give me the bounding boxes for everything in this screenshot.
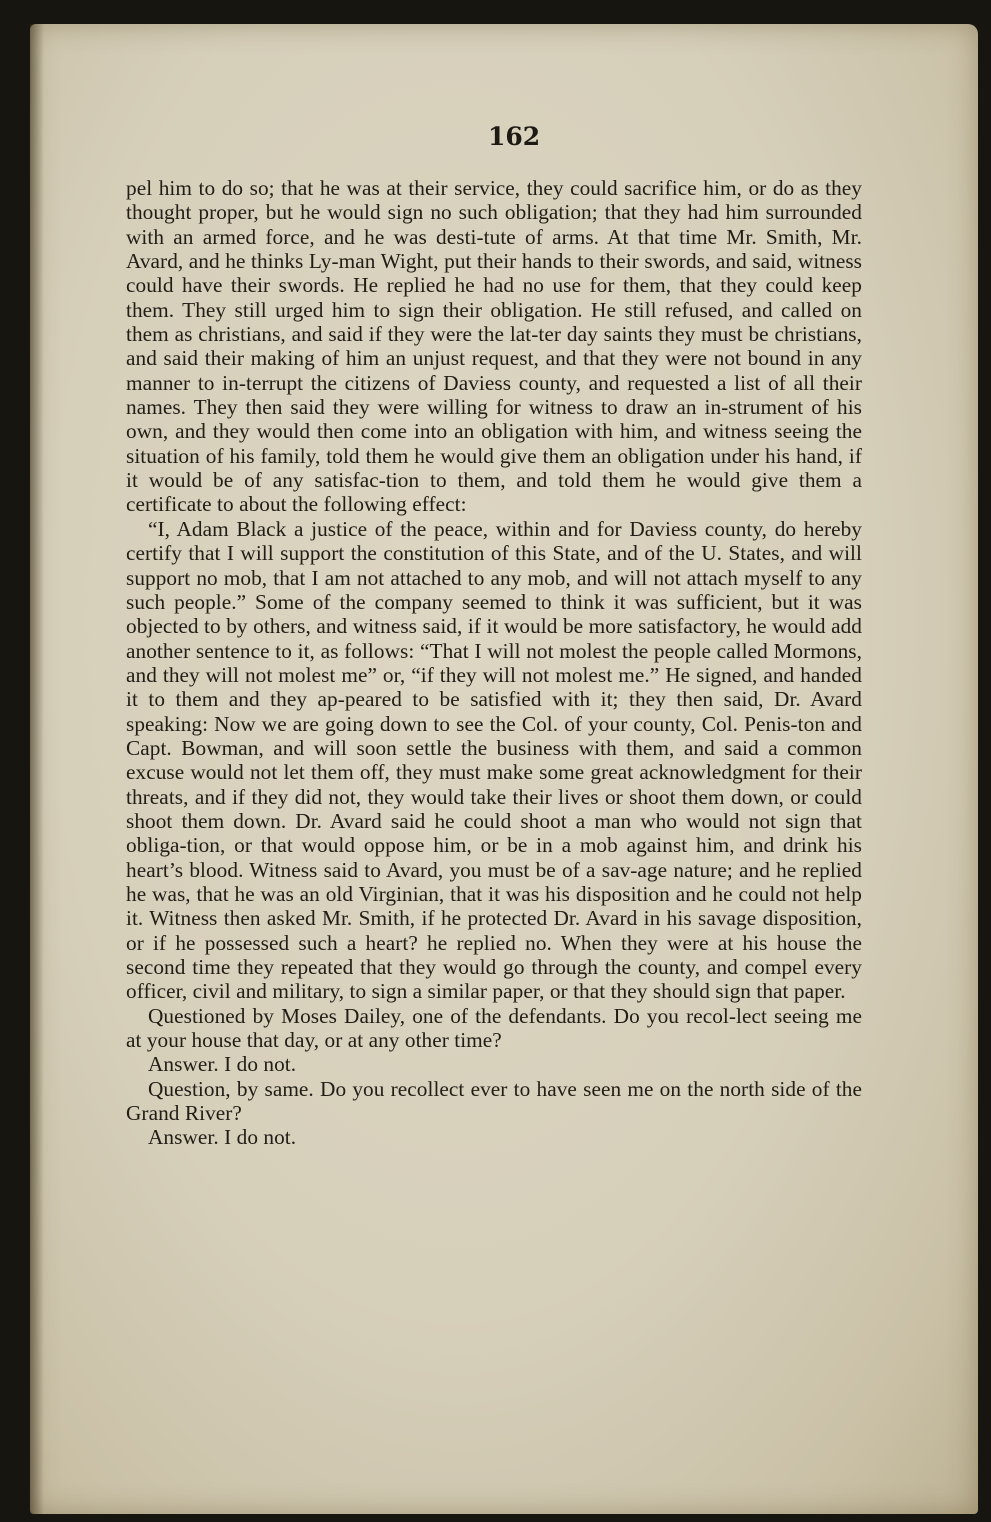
paragraph-answer-1: Answer. I do not.: [148, 1052, 297, 1077]
paragraph-question-2: Question, by same. Do you recollect ever to have seen me on the north side of the Grand River?: [126, 1076, 862, 1126]
paragraph-testimony-continued: pel him to do so; that he was at their service, they could sacrifice him, or do as they thought proper, but he would sign no such obligation; that they had him surrounded with an armed force, and he was desti-tute of arms. At that time Mr. Smith, Mr. Avard, and he thinks Ly-man Wight, put their hands to their swords, and said, witness could have their swords. He replied he had no use for them, that they could keep them. They still urged him to sign their obligation. He still refused, and called on them as christians, and said if they were the lat-ter day saints they must be christians, and said their making of him an unjust request, and that they were not bound in any manner to in-terrupt the citizens of Daviess county, and requested a list of all their names. They then said they were willing for witness to draw an in-strument of his own, and they would then come into an obligation with him, and witness seeing the situation of his family, told them he would give them an obligation under his hand, if it would be of any satisfac-tion to them, and told them he would give them a certificate to about the following effect:: [126, 176, 862, 517]
paragraph-answer-2: Answer. I do not.: [148, 1125, 297, 1150]
binding-gutter: [30, 24, 44, 1514]
paragraph-certificate: “I, Adam Black a justice of the peace, within and for Daviess county, do hereby certify that I will support the constitution of this State, and of the U. States, and will support no mob, that I am not attached to any mob, and will not attach myself to any such people.” Some of the company seemed to think it was sufficient, but it was objected to by others, and witness said, if it would be more satisfactory, he would add another sentence to it, as follows: “That I will not molest the people called Mormons, and they will not molest me” or, “if they will not molest me.” He signed, and handed it to them and they ap-peared to be satisfied with it; they then said, Dr. Avard speaking: Now we are going down to see the Col. of your county, Col. Penis-ton and Capt. Bowman, and will soon settle the business with them, and said a common excuse would not let them off, they must make some great acknowledgment for their threats, and if they did not, they would take their lives or shoot them down, or could shoot them down. Dr. Avard said he could shoot a man who would not sign that obliga-tion, or that would oppose him, or be in a mob against him, and drink his heart’s blood. Witness said to Avard, you must be of a sav-age nature; and he replied he was, that he was an old Virginian, that it was his disposition and he could not help it. Witness then asked Mr. Smith, if he protected Dr. Avard in his savage disposition, or if he possessed such a heart? he replied no. When they were at his house the second time they repeated that they would go through the county, and compel every officer, civil and military, to sign a similar paper, or that they should sign that paper.: [126, 516, 862, 1004]
page-number: 162: [488, 122, 541, 151]
paragraph-question-1: Questioned by Moses Dailey, one of the defendants. Do you recol-lect seeing me at your house that day, or at any other time?: [126, 1003, 862, 1053]
page-body-text: [126, 176, 862, 1150]
